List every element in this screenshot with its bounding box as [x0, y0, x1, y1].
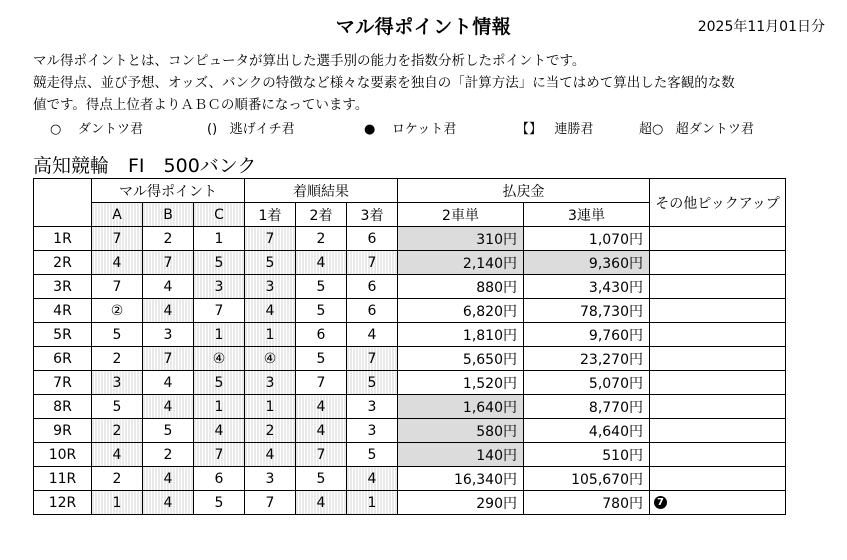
legend-item-dantotsu: [50, 118, 143, 137]
point-a-cell: 4: [92, 251, 143, 275]
point-a-cell: 1: [92, 491, 143, 515]
black-circle-icon: ●: [364, 122, 376, 137]
sanrentan-cell: 23,270円: [524, 347, 650, 371]
legend-item-super-dantotsu: [639, 118, 754, 137]
point-a-cell: 7: [92, 275, 143, 299]
sanrentan-cell: 78,730円: [524, 299, 650, 323]
point-c-cell: 7: [194, 443, 245, 467]
point-b-cell: 4: [143, 299, 194, 323]
description-line-3: 値です。得点上位者よりＡＢＣの順番になっています。: [33, 97, 369, 113]
first-place-cell: 2: [245, 419, 296, 443]
other-pickup-cell: [650, 371, 786, 395]
sanrentan-cell: 9,360円: [524, 251, 650, 275]
third-place-cell: 3: [347, 419, 398, 443]
nishatan-cell: 1,520円: [398, 371, 524, 395]
point-c-cell: 1: [194, 227, 245, 251]
point-c-cell: 3: [194, 275, 245, 299]
point-b-cell: 4: [143, 275, 194, 299]
col-first-header: 1着: [245, 203, 296, 227]
second-place-cell: 5: [296, 299, 347, 323]
point-c-cell: 5: [194, 251, 245, 275]
points-header: マル得ポイント: [92, 179, 245, 203]
third-place-cell: 6: [347, 275, 398, 299]
legend-item-renshou: [516, 118, 593, 137]
point-c-cell: 6: [194, 467, 245, 491]
first-place-cell: 1: [245, 395, 296, 419]
first-place-cell: 7: [245, 491, 296, 515]
col-third-header: 3着: [347, 203, 398, 227]
table-row: [34, 275, 786, 299]
point-c-cell: 1: [194, 323, 245, 347]
sanrentan-cell: 9,760円: [524, 323, 650, 347]
point-c-cell: 1: [194, 395, 245, 419]
point-a-cell: 2: [92, 419, 143, 443]
third-place-cell: 5: [347, 371, 398, 395]
third-place-cell: 3: [347, 395, 398, 419]
nishatan-cell: 1,640円: [398, 395, 524, 419]
other-pickup-cell: [650, 419, 786, 443]
race-cell: 5R: [34, 323, 92, 347]
legend-label: ダントツ君: [77, 122, 144, 137]
table-row: [34, 491, 786, 515]
sanrentan-cell: 510円: [524, 443, 650, 467]
nishatan-cell: 16,340円: [398, 467, 524, 491]
sanrentan-cell: 1,070円: [524, 227, 650, 251]
other-pickup-cell: [650, 395, 786, 419]
second-place-cell: 4: [296, 251, 347, 275]
nishatan-cell: 290円: [398, 491, 524, 515]
other-pickup-cell: [650, 347, 786, 371]
third-place-cell: 7: [347, 347, 398, 371]
third-place-cell: 1: [347, 491, 398, 515]
race-cell: 6R: [34, 347, 92, 371]
point-c-cell: 5: [194, 371, 245, 395]
sanrentan-cell: 105,670円: [524, 467, 650, 491]
race-cell: 12R: [34, 491, 92, 515]
race-cell: 3R: [34, 275, 92, 299]
first-place-cell: ④: [245, 347, 296, 371]
report-date: 2025年11月01日分: [697, 19, 825, 35]
pickup-badge-icon: 7: [654, 496, 667, 509]
nishatan-cell: 2,140円: [398, 251, 524, 275]
page-title: マル得ポイント情報: [335, 16, 512, 38]
point-a-cell: 2: [92, 467, 143, 491]
nishatan-cell: 310円: [398, 227, 524, 251]
second-place-cell: 7: [296, 371, 347, 395]
second-place-cell: 5: [296, 275, 347, 299]
second-place-cell: 4: [296, 419, 347, 443]
point-b-cell: 4: [143, 491, 194, 515]
race-cell: 11R: [34, 467, 92, 491]
nishatan-cell: 5,650円: [398, 347, 524, 371]
point-a-cell: 5: [92, 395, 143, 419]
result-header: 着順結果: [245, 179, 398, 203]
point-c-cell: 7: [194, 299, 245, 323]
super-circle-icon: 超○: [639, 122, 664, 137]
first-place-cell: 5: [245, 251, 296, 275]
parentheses-icon: (): [207, 122, 218, 137]
col-b-header: B: [143, 203, 194, 227]
table-row: [34, 299, 786, 323]
description-line-1: マル得ポイントとは、コンピュータが算出した選手別の能力を指数分析したポイントです。: [33, 53, 586, 69]
col-nishatan-header: 2車単: [398, 203, 524, 227]
race-cell: 8R: [34, 395, 92, 419]
table-row: [34, 419, 786, 443]
second-place-cell: 4: [296, 491, 347, 515]
nishatan-cell: 580円: [398, 419, 524, 443]
table-row: [34, 443, 786, 467]
second-place-cell: 2: [296, 227, 347, 251]
point-b-cell: 3: [143, 323, 194, 347]
legend-item-nigeichi: [207, 118, 295, 137]
point-c-cell: 5: [194, 491, 245, 515]
point-c-cell: ④: [194, 347, 245, 371]
point-b-cell: 7: [143, 251, 194, 275]
other-pickup-cell: [650, 299, 786, 323]
nishatan-cell: 6,820円: [398, 299, 524, 323]
other-pickup-cell: [650, 323, 786, 347]
table-row: [34, 395, 786, 419]
other-pickup-cell: [650, 467, 786, 491]
payout-header: 払戻金: [398, 179, 650, 203]
table-row: [34, 467, 786, 491]
white-circle-icon: ○: [50, 122, 62, 137]
third-place-cell: 6: [347, 227, 398, 251]
point-b-cell: 4: [143, 467, 194, 491]
col-a-header: A: [92, 203, 143, 227]
third-place-cell: 4: [347, 323, 398, 347]
table-row: [34, 251, 786, 275]
other-pickup-cell: [650, 443, 786, 467]
race-cell: 2R: [34, 251, 92, 275]
race-cell: 4R: [34, 299, 92, 323]
point-b-cell: 2: [143, 227, 194, 251]
race-cell: 10R: [34, 443, 92, 467]
description-line-2: 競走得点、並び予想、オッズ、バンクの特徴など様々な要素を独自の「計算方法」に当てはめて算出した客観的な数: [33, 75, 735, 91]
table-row: [34, 227, 786, 251]
brackets-icon: 【】: [516, 122, 543, 137]
table-row: [34, 371, 786, 395]
second-place-cell: 6: [296, 323, 347, 347]
first-place-cell: 3: [245, 467, 296, 491]
point-c-cell: 4: [194, 419, 245, 443]
group-header-row: [34, 179, 786, 203]
second-place-cell: 7: [296, 443, 347, 467]
legend-label: ロケット君: [391, 122, 457, 137]
point-b-cell: 7: [143, 347, 194, 371]
second-place-cell: 4: [296, 395, 347, 419]
point-a-cell: 2: [92, 347, 143, 371]
col-second-header: 2着: [296, 203, 347, 227]
sanrentan-cell: 3,430円: [524, 275, 650, 299]
col-sanrentan-header: 3連単: [524, 203, 650, 227]
point-b-cell: 5: [143, 419, 194, 443]
col-c-header: C: [194, 203, 245, 227]
race-header: [34, 179, 92, 227]
first-place-cell: 3: [245, 275, 296, 299]
point-b-cell: 2: [143, 443, 194, 467]
other-pickup-cell: [650, 251, 786, 275]
third-place-cell: 7: [347, 251, 398, 275]
first-place-cell: 7: [245, 227, 296, 251]
results-body: [34, 227, 786, 515]
nishatan-cell: 140円: [398, 443, 524, 467]
second-place-cell: 5: [296, 467, 347, 491]
third-place-cell: 6: [347, 299, 398, 323]
other-pickup-cell: [650, 227, 786, 251]
point-a-cell: 7: [92, 227, 143, 251]
first-place-cell: 1: [245, 323, 296, 347]
other-pickup-header: その他ピックアップ: [650, 179, 786, 227]
table-row: [34, 347, 786, 371]
legend-label: 超ダントツ君: [675, 122, 754, 137]
results-table: [33, 178, 786, 515]
race-cell: 7R: [34, 371, 92, 395]
sanrentan-cell: 4,640円: [524, 419, 650, 443]
point-b-cell: 4: [143, 395, 194, 419]
venue-title: 高知競輪 FI 500バンク: [33, 155, 257, 177]
sanrentan-cell: 780円: [524, 491, 650, 515]
point-a-cell: ②: [92, 299, 143, 323]
third-place-cell: 5: [347, 443, 398, 467]
race-cell: 9R: [34, 419, 92, 443]
legend-item-rocket: [364, 118, 456, 137]
other-pickup-cell: [650, 491, 786, 515]
point-a-cell: 4: [92, 443, 143, 467]
first-place-cell: 4: [245, 443, 296, 467]
sanrentan-cell: 5,070円: [524, 371, 650, 395]
sanrentan-cell: 8,770円: [524, 395, 650, 419]
legend-label: 連勝君: [554, 122, 594, 137]
race-cell: 1R: [34, 227, 92, 251]
first-place-cell: 4: [245, 299, 296, 323]
legend-label: 逃げイチ君: [229, 122, 295, 137]
point-b-cell: 4: [143, 371, 194, 395]
other-pickup-cell: [650, 275, 786, 299]
point-a-cell: 3: [92, 371, 143, 395]
point-a-cell: 5: [92, 323, 143, 347]
description: [33, 50, 823, 116]
table-row: [34, 323, 786, 347]
nishatan-cell: 880円: [398, 275, 524, 299]
nishatan-cell: 1,810円: [398, 323, 524, 347]
third-place-cell: 4: [347, 467, 398, 491]
second-place-cell: 5: [296, 347, 347, 371]
first-place-cell: 3: [245, 371, 296, 395]
